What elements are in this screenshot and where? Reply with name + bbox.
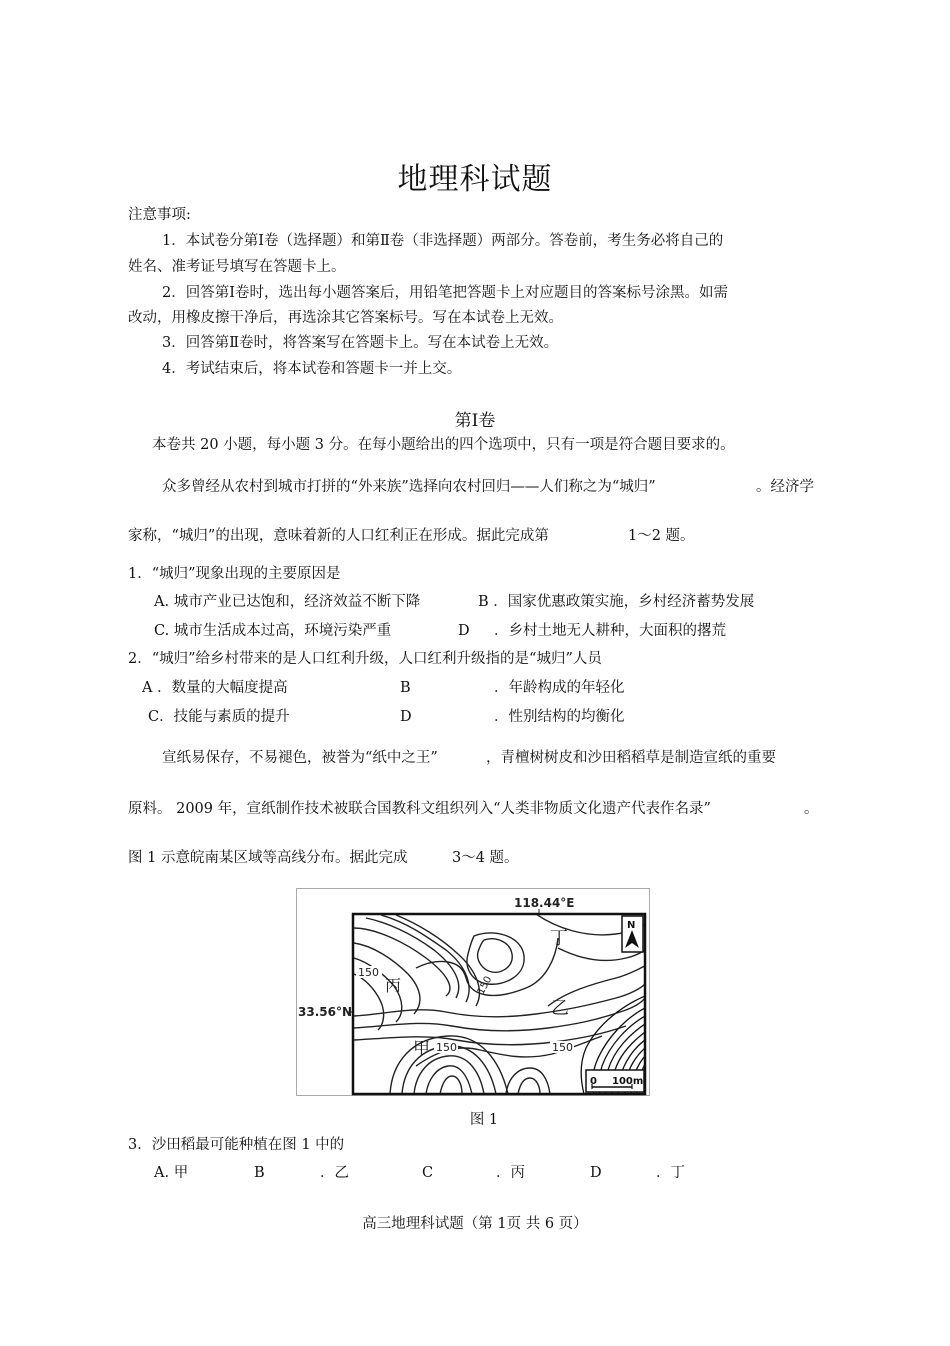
notice-item-2-line-2: 改动，用橡皮擦干净后，再选涂其它答案标号。写在本试卷上无效。 [128, 310, 563, 326]
passage-1-line-1: 众多曾经从农村到城市打拼的“外来族”选择向农村回归——人们称之为“城归” [162, 479, 656, 495]
question-2-option-b-text: ．年龄构成的年轻化 [494, 680, 625, 696]
question-1-option-d-letter: D [458, 623, 470, 639]
point-bing-label: 丙 [385, 976, 402, 995]
notice-item-2-line-1: 2．回答第Ⅰ卷时，选出每小题答案后，用铅笔把答题卡上对应题目的答案标号涂黑。如需 [162, 285, 728, 301]
question-1-stem: 1．“城归”现象出现的主要原因是 [128, 566, 341, 582]
svg-text:N: N [627, 920, 636, 931]
svg-text:0: 0 [590, 1076, 597, 1087]
north-arrow-icon [622, 916, 643, 952]
passage-1-line-1-tail: 。经济学 [756, 479, 814, 495]
contour-label-150: 150 [552, 1041, 573, 1054]
question-3-option-b-letter: B [254, 1165, 265, 1181]
passage-2-line-1: 宣纸易保存，不易褪色，被誉为“纸中之王” [162, 750, 438, 766]
question-2-option-d-letter: D [400, 709, 412, 725]
question-3-option-a: A. 甲 [154, 1165, 189, 1181]
point-yi-label: 乙 [551, 998, 569, 1019]
question-1-option-d-text: ．乡村土地无人耕种，大面积的撂荒 [494, 623, 726, 639]
passage-2-line-1-tail: ，青檀树树皮和沙田稻稻草是制造宣纸的重要 [486, 750, 776, 766]
question-2-option-d-text: ．性别结构的均衡化 [494, 709, 625, 725]
passage-2-line-2: 原料。 2009 年，宣纸制作技术被联合国教科文组织列入“人类非物质文化遗产代表作名录” [128, 801, 711, 817]
question-1-option-c: C. 城市生活成本过高，环境污染严重 [154, 623, 392, 639]
question-3-option-c-letter: C [422, 1165, 434, 1181]
passage-2-line-3-tail: 3～4 题。 [452, 850, 519, 866]
notice-heading: 注意事项: [128, 207, 191, 223]
contour-label-150: 150 [436, 1041, 457, 1054]
latitude-label: 33.56°N [298, 1005, 352, 1019]
section-instruction: 本卷共 20 小题，每小题 3 分。在每小题给出的四个选项中，只有一项是符合题目要求的。 [152, 437, 735, 453]
point-jia-label: 甲 [413, 1039, 430, 1059]
page-footer: 高三地理科试题（第 1页 共 6 页） [362, 1216, 588, 1232]
notice-item-3: 3．回答第Ⅱ卷时，将答案写在答题卡上。写在本试卷上无效。 [162, 335, 559, 351]
question-3-stem: 3．沙田稻最可能种植在图 1 中的 [128, 1137, 345, 1153]
passage-1-line-2: 家称，“城归”的出现，意味着新的人口红利正在形成。据此完成第 [128, 528, 549, 544]
longitude-label: 118.44°E [514, 896, 575, 910]
question-2-stem: 2．“城归”给乡村带来的是人口红利升级，人口红利升级指的是“城归”人员 [128, 651, 602, 667]
question-2-option-a: A ．数量的大幅度提高 [142, 680, 288, 696]
contour-label-150: 150 [475, 974, 495, 997]
notice-item-1-line-1: 1．本试卷分第Ⅰ卷（选择题）和第Ⅱ卷（非选择题）两部分。答卷前，考生务必将自己的 [162, 233, 724, 249]
question-2-option-c: C．技能与素质的提升 [148, 709, 290, 725]
exam-title: 地理科试题 [397, 162, 553, 197]
passage-1-line-2-tail: 1～2 题。 [628, 528, 695, 544]
question-3-option-d-text: ．丁 [656, 1165, 685, 1181]
svg-text:100m: 100m [612, 1076, 644, 1087]
question-1-option-a: A. 城市产业已达饱和，经济效益不断下降 [154, 594, 421, 610]
scale-bar [586, 1070, 644, 1092]
section-title: 第Ⅰ卷 [454, 411, 496, 431]
notice-item-4: 4．考试结束后，将本试卷和答题卡一并上交。 [162, 361, 462, 377]
question-3-option-c-text: ．丙 [496, 1165, 525, 1181]
question-1-option-b: B ．国家优惠政策实施，乡村经济蓄势发展 [478, 594, 755, 610]
question-2-option-b-letter: B [400, 680, 411, 696]
question-3-option-b-text: ．乙 [320, 1165, 349, 1181]
passage-2-line-2-tail: 。 [804, 801, 819, 817]
notice-item-1-line-2: 姓名、准考证号填写在答题卡上。 [128, 259, 346, 275]
point-ding-label: 丁 [550, 928, 568, 949]
question-3-option-d-letter: D [590, 1165, 602, 1181]
figure-caption: 图 1 [469, 1112, 499, 1128]
passage-2-line-3: 图 1 示意皖南某区域等高线分布。据此完成 [128, 850, 408, 866]
contour-map-figure [296, 888, 650, 1096]
contour-label-150: 150 [358, 966, 379, 979]
